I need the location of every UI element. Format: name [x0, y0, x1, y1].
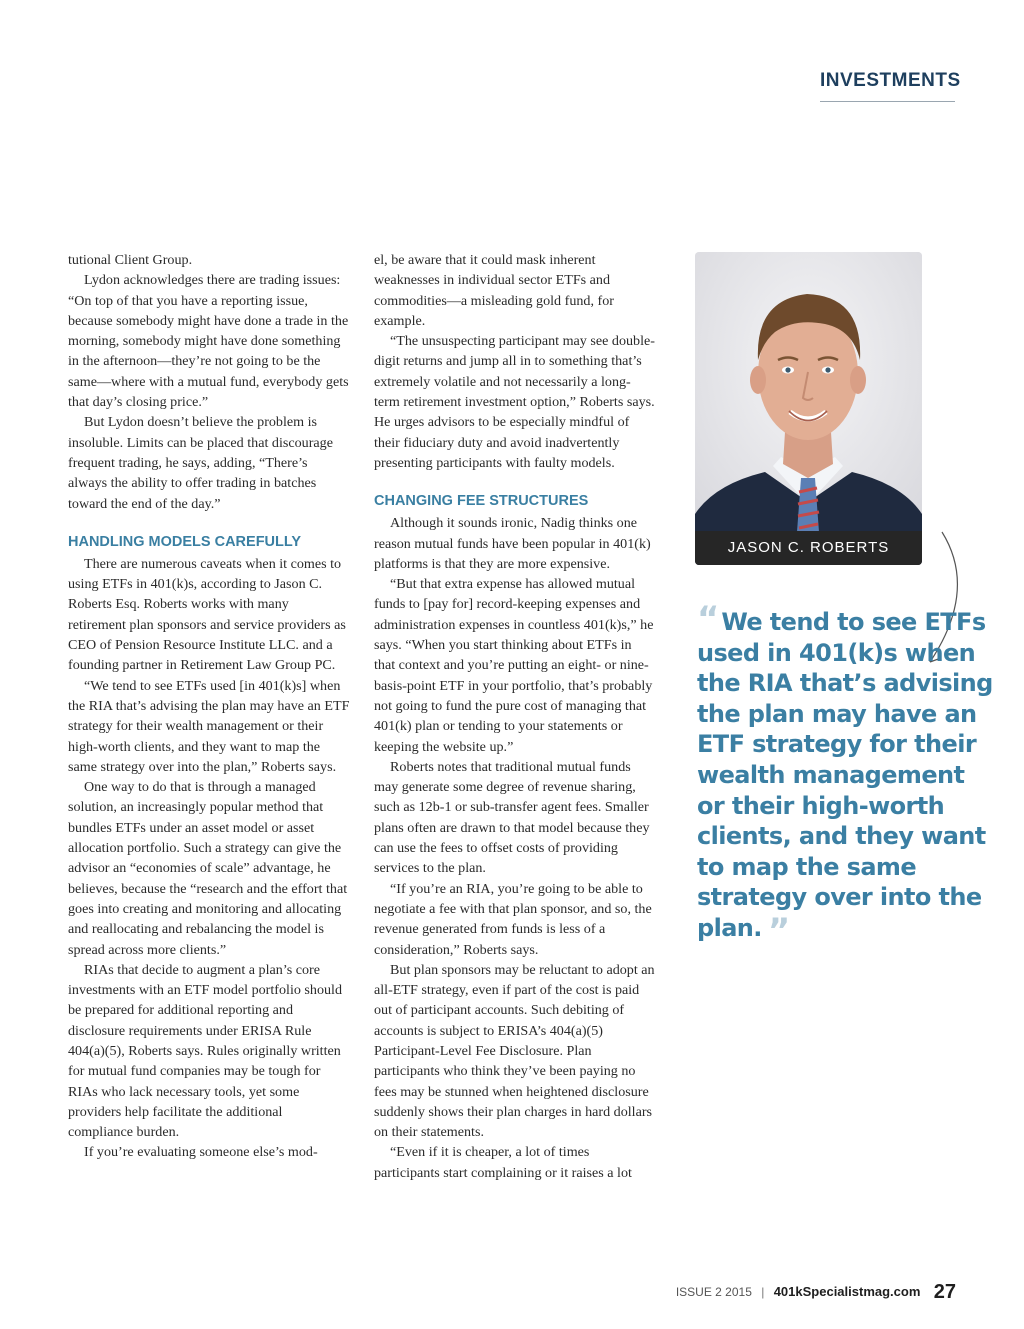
subheading: CHANGING FEE STRUCTURES — [374, 493, 589, 510]
subheading: HANDLING MODELS CAREFULLY — [68, 533, 302, 550]
paragraph: RIAs that decide to augment a plan’s core investments with an ETF model portfolio should be prepared for additional reporting and disclosure requirements under ERISA Rule 404(a)(5), Roberts says. Rules originally written for mutual fund companies may be tough for RIAs who lack necessary tools, yet some providers help facilitate the additional compliance burden. — [68, 961, 343, 1141]
open-quote-mark: “ — [697, 599, 714, 639]
paragraph: Roberts notes that traditional mutual funds may generate some degree of revenue sharing, such as 12b-1 or sub-transfer agent fees. Smaller plans often are drawn to that model because they can use the fees to offset costs of providing services to the plan. — [374, 758, 650, 877]
pull-quote — [697, 599, 997, 951]
paragraph: “If you’re an RIA, you’re going to be able to negotiate a fee with that plan sponsor, and so, the revenue generated from funds is less of a consideration,” Roberts says. — [374, 880, 652, 958]
paragraph: But Lydon doesn’t believe the problem is insoluble. Limits can be placed that discourage frequent trading, he says, adding, “There’s always the ability to offer trading in batches toward the end of the day.” — [68, 414, 333, 512]
portrait-illustration — [695, 252, 922, 565]
paragraph: Lydon acknowledges there are trading issues: “On top of that you have a reporting issue, because somebody might have done a trade in the morning, somebody might have done something in the afternoon—they’re not going to be the same—where with a mutual fund, everybody gets that day’s closing price.” — [68, 272, 349, 411]
portrait-photo — [695, 252, 922, 565]
paragraph: One way to do that is through a managed solution, an increasingly popular method that bundles ETFs under an asset model or asset allocation portfolio. Such a strategy can give the advisor an “economies of scale” advantage, he believes, because the “research and the effort that goes into creating and monitoring and allocating and reallocating and rebalancing the model is spread across more clients.” — [68, 779, 348, 958]
page-footer — [676, 1281, 956, 1304]
site-name: 401kSpecialistmag.com — [773, 1284, 921, 1299]
paragraph: “We tend to see ETFs used [in 401(k)s] when the RIA that’s advising the plan may have an ETF strategy for their wealth management or their high-worth clients, and they want to map the same strategy over into the plan,” Roberts says. — [68, 677, 350, 775]
photo-caption: JASON C. ROBERTS — [695, 531, 922, 565]
pull-quote-text: We tend to see ETFs used in 401(k)s when the RIA that’s advising the plan may have an ETF strategy for their wealth management or their high-worth clients, and they want to map the same strategy over into the plan. — [697, 608, 993, 942]
article-column-1 — [68, 250, 350, 1163]
paragraph: “But that extra expense has allowed mutual funds to [pay for] record-keeping expenses and administration expenses in countless 401(k)s,” he says. “When you start thinking about ETFs in that context and you’re putting an eight- or nine-basis-point ETF in your portfolio, that’s probably not going to fund the pure cost of managing that 401(k) plan or tending to your statements or keeping the website up.” — [374, 576, 654, 755]
article-column-2 — [374, 250, 656, 1183]
page-number: 27 — [933, 1281, 956, 1303]
paragraph: Although it sounds ironic, Nadig thinks one reason mutual funds have been popular in 401(k) platforms is that they are more expensive. — [374, 515, 651, 572]
paragraph: There are numerous caveats when it comes to using ETFs in 401(k)s, according to Jason C. Roberts Esq. Roberts works with many retirement plan sponsors and service providers as CEO of Pension Resource Institute LLC. and a founding partner in Retirement Law Group PC. — [68, 555, 346, 674]
paragraph: tutional Client Group. — [68, 252, 193, 268]
paragraph: el, be aware that it could mask inherent weaknesses in individual sector ETFs and commodities—a misleading gold fund, for example. — [374, 252, 614, 329]
paragraph: If you’re evaluating someone else’s mod- — [84, 1144, 318, 1161]
paragraph: “The unsuspecting participant may see double-digit returns and jump all in to something that’s extremely volatile and not necessarily a long-term retirement investment option,” Roberts says. He urges advisors to be especially mindful of their fiduciary duty and avoid inadvertently presenting participants with faulty models. — [374, 333, 655, 471]
section-divider — [820, 101, 955, 102]
close-quote-mark: ” — [767, 910, 785, 951]
section-label: INVESTMENTS — [820, 70, 961, 91]
paragraph: “Even if it is cheaper, a lot of times participants start complaining or it raises a lot — [374, 1144, 632, 1181]
issue-label: ISSUE 2 2015 — [675, 1285, 752, 1299]
paragraph: But plan sponsors may be reluctant to adopt an all-ETF strategy, even if part of the cost is paid out of participant accounts. Such debiting of accounts is subject to ERISA’s 404(a)(5) Participant-Level Fee Disclosure. Plan participants who think they’ve been paying no fees may be stunned when heightened disclosure suddenly shows their plan charges in hard dollars on their statements. — [374, 961, 655, 1141]
footer-separator: | — [761, 1285, 765, 1299]
